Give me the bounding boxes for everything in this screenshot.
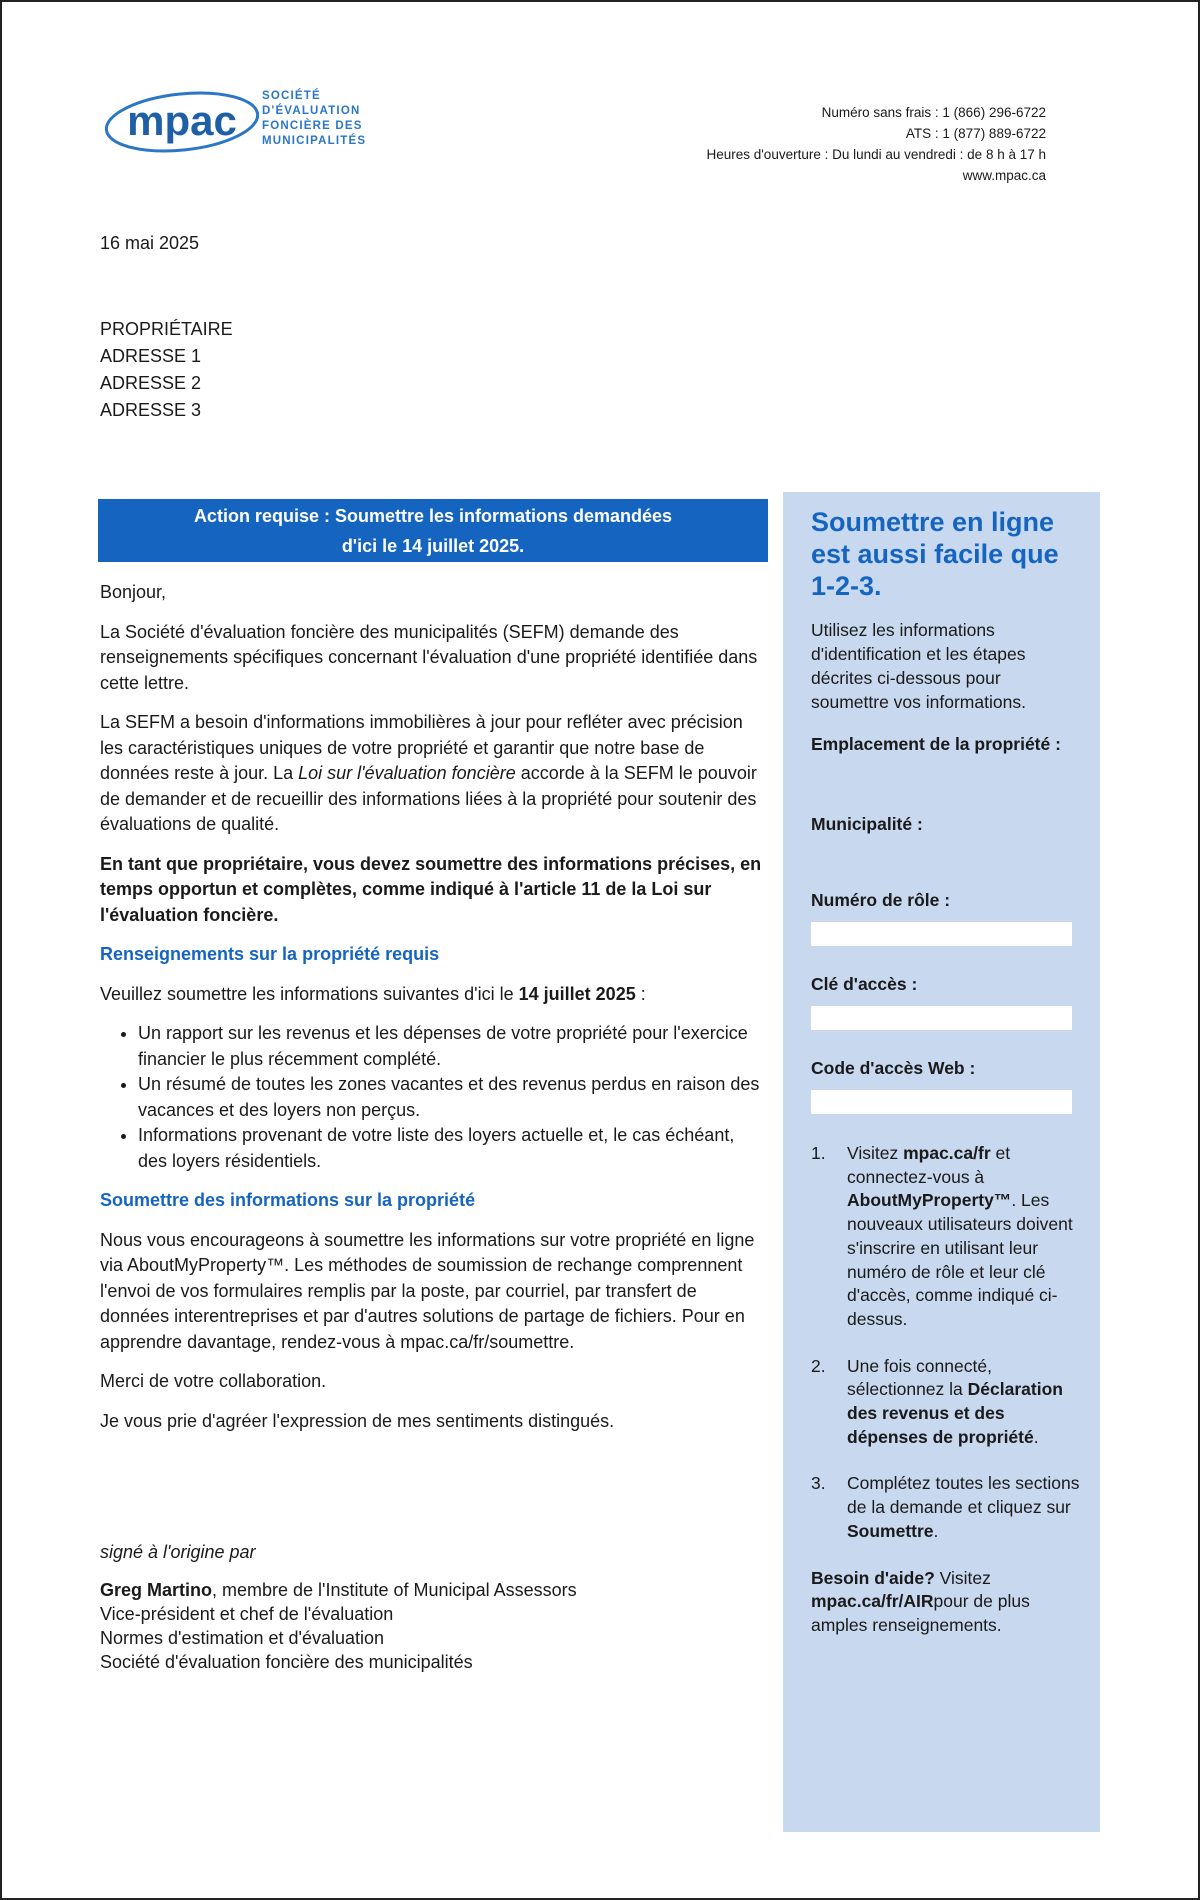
intro-paragraph: La Société d'évaluation foncière des municipalités (SEFM) demande des renseignements spécifiques concernant l'évaluation d'une propriété identifiée dans cette lettre. bbox=[100, 621, 758, 693]
letter-body bbox=[100, 580, 765, 1448]
authority-paragraph bbox=[100, 710, 765, 838]
action-required-banner bbox=[98, 499, 768, 562]
mpac-link[interactable]: mpac.ca/fr bbox=[903, 1143, 991, 1163]
signatory-credentials: , membre de l'Institute of Municipal Assessors bbox=[212, 1580, 577, 1600]
authority-text: accorde à la SEFM le pouvoir de demander et de recueillir des informations liées à la propriété pour soutenir des évaluations de qualité. bbox=[100, 763, 757, 834]
list-item: • Un rapport sur les revenus et les dépenses de votre propriété pour l'exercice financier le plus récemment complété. bbox=[138, 1021, 765, 1072]
sidebar-intro: Utilisez les informations d'identification et les étapes décrites ci-dessous pour soumettre vos informations. bbox=[811, 620, 1026, 712]
authority-text: La SEFM a besoin d'informations immobilières à jour pour refléter avec précision les caractéristiques uniques de votre propriété et garantir que notre base de données reste à jour. La bbox=[100, 712, 743, 783]
signatory-department: Normes d'estimation et d'évaluation bbox=[100, 1628, 385, 1648]
law-name: Loi sur l'évaluation foncière bbox=[298, 763, 516, 783]
address-line: ADRESSE 1 bbox=[100, 346, 202, 366]
org-name-line: MUNICIPALITÉS bbox=[262, 135, 367, 147]
address-line: ADRESSE 2 bbox=[100, 373, 202, 393]
signatory-title: Vice-président et chef de l'évaluation bbox=[100, 1604, 394, 1624]
business-hours: Heures d'ouverture : Du lundi au vendredi : de 8 h à 17 h bbox=[706, 147, 1046, 162]
address-line: PROPRIÉTAIRE bbox=[100, 319, 233, 339]
step-number: 3. bbox=[811, 1473, 826, 1494]
deadline-paragraph bbox=[100, 982, 765, 1008]
required-info-list bbox=[100, 1021, 765, 1174]
step-text: . Les nouveaux utilisateurs doivent s'inscrire en utilisant leur numéro de rôle et leur clé d'accès, comme indiqué ci-dessus. bbox=[847, 1190, 1073, 1329]
org-name bbox=[262, 89, 366, 149]
section-heading-submit-info: Soumettre des informations sur la propriété bbox=[100, 1190, 476, 1210]
access-key-field bbox=[811, 1006, 1072, 1030]
step-3 bbox=[811, 1472, 1081, 1543]
municipality-label: Municipalité : bbox=[811, 814, 923, 834]
step-text: Visitez bbox=[847, 1143, 904, 1163]
help-body: Visitez bbox=[934, 1567, 991, 1588]
step-text: Complétez toutes les sections de la demande et cliquez sur bbox=[847, 1473, 1080, 1518]
greeting: Bonjour, bbox=[100, 582, 167, 602]
list-item: • Informations provenant de votre liste des loyers actuelle et, le cas échéant, des loyers résidentiels. bbox=[138, 1123, 765, 1174]
sidebar-title: Soumettre en ligne est aussi facile que 1-2-3. bbox=[811, 507, 1059, 601]
contact-info bbox=[706, 102, 1046, 186]
submit-label: Soumettre bbox=[847, 1520, 934, 1541]
roll-number-label: Numéro de rôle : bbox=[811, 890, 951, 910]
website-link[interactable]: www.mpac.ca bbox=[962, 168, 1046, 183]
org-name-line: SOCIÉTÉ bbox=[262, 90, 321, 102]
step-text: . bbox=[1033, 1426, 1039, 1447]
org-name-line: D'ÉVALUATION bbox=[262, 105, 361, 117]
submission-steps bbox=[811, 1142, 1081, 1544]
step-number: 1. bbox=[811, 1143, 826, 1163]
address-line: ADRESSE 3 bbox=[100, 400, 202, 420]
web-code-field bbox=[811, 1090, 1072, 1114]
recipient-address bbox=[100, 316, 233, 424]
deadline-text: Veuillez soumettre les informations suivantes d'ici le bbox=[100, 983, 519, 1004]
web-code-label: Code d'accès Web : bbox=[811, 1058, 976, 1078]
help-body: pour de plus amples renseignements. bbox=[811, 1591, 1030, 1635]
location-value bbox=[811, 756, 1081, 812]
step-1 bbox=[811, 1142, 1081, 1332]
signatory-organization: Société d'évaluation foncière des municipalités bbox=[100, 1652, 473, 1672]
declaration-name: Déclaration des revenus et des dépenses de propriété bbox=[847, 1379, 1063, 1447]
tty-number: ATS : 1 (877) 889-6722 bbox=[905, 126, 1046, 141]
signature-block bbox=[100, 1540, 577, 1674]
signatory-name: Greg Martino bbox=[100, 1580, 213, 1600]
org-name-line: FONCIÈRE DES bbox=[262, 120, 363, 132]
deadline-date: 14 juillet 2025 bbox=[518, 983, 636, 1004]
section-heading-required-info: Renseignements sur la propriété requis bbox=[100, 944, 440, 964]
toll-free-number: Numéro sans frais : 1 (866) 296-6722 bbox=[821, 105, 1046, 120]
obligation-paragraph: En tant que propriétaire, vous devez soumettre des informations précises, en temps opportun et complètes, comme indiqué à l'article 11 de la Loi sur l'évaluation foncière. bbox=[100, 853, 762, 925]
logo-text: mpac bbox=[127, 97, 237, 144]
municipality-value bbox=[811, 836, 1081, 888]
closing-paragraph: Je vous prie d'agréer l'expression de mes sentiments distingués. bbox=[100, 1410, 615, 1431]
list-item: • Un résumé de toutes les zones vacantes et des revenus perdus en raison des vacances et des loyers non perçus. bbox=[138, 1072, 765, 1123]
roll-number-field bbox=[811, 922, 1072, 946]
mpac-logo-icon bbox=[102, 87, 262, 157]
banner-line: Action requise : Soumettre les informations demandées bbox=[193, 506, 673, 526]
step-number: 2. bbox=[811, 1355, 826, 1376]
location-label: Emplacement de la propriété : bbox=[811, 734, 1061, 754]
signed-note: signé à l'origine par bbox=[100, 1542, 256, 1562]
step-text: Une fois connecté, sélectionnez la bbox=[847, 1355, 992, 1400]
step-text: . bbox=[933, 1520, 939, 1541]
step-text: et connectez-vous à bbox=[847, 1143, 1011, 1187]
signatory-line bbox=[100, 1578, 577, 1602]
aboutmyproperty-link[interactable]: AboutMyProperty™ bbox=[847, 1190, 1012, 1211]
access-key-label: Clé d'accès : bbox=[811, 974, 918, 994]
online-submission-sidebar bbox=[783, 492, 1100, 1832]
submit-paragraph: Nous vous encourageons à soumettre les informations sur votre propriété en ligne via AboutMyProperty™. Les méthodes de soumission de rechange comprennent l'envoi de vos formulaires remplis par la poste, par courriel, par transfert de données interentreprises et par d'autres solutions de partage de fichiers. Pour en apprendre davantage, rendez-vous à mpac.ca/fr/soumettre. bbox=[100, 1229, 755, 1352]
step-2 bbox=[811, 1355, 1081, 1450]
thanks-paragraph: Merci de votre collaboration. bbox=[100, 1371, 327, 1391]
help-text bbox=[811, 1567, 1081, 1638]
sidebar-content bbox=[811, 506, 1081, 1656]
deadline-text: : bbox=[635, 983, 646, 1004]
air-link[interactable]: mpac.ca/fr/AIR bbox=[811, 1591, 934, 1612]
letter-date: 16 mai 2025 bbox=[100, 233, 200, 253]
banner-line: d'ici le 14 juillet 2025. bbox=[341, 536, 525, 556]
help-heading: Besoin d'aide? bbox=[811, 1567, 935, 1588]
